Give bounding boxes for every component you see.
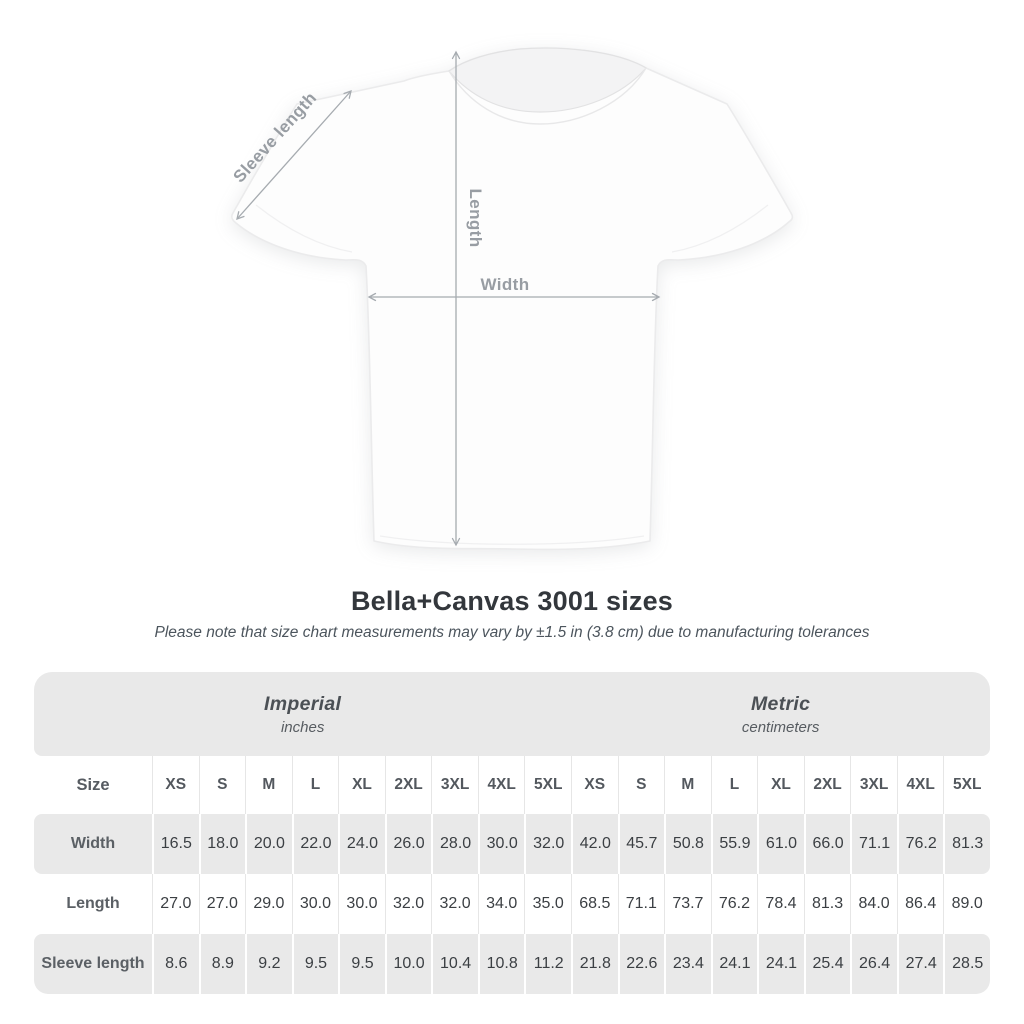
data-cell: 35.0 <box>524 874 571 934</box>
tolerance-note: Please note that size chart measurements may vary by ±1.5 in (3.8 cm) due to manufacturing tolerances <box>154 624 870 641</box>
width-label: Width <box>480 275 530 294</box>
metric-label: Metric <box>751 692 811 715</box>
data-cell: 81.3 <box>804 874 851 934</box>
size-cell: XL <box>757 756 804 814</box>
data-cell: 24.1 <box>711 934 758 994</box>
data-cell: 29.0 <box>245 874 292 934</box>
size-cell: 3XL <box>850 756 897 814</box>
row-label: Width <box>34 814 152 874</box>
data-cell: 26.0 <box>385 814 432 874</box>
row-label: Sleeve length <box>34 934 152 994</box>
size-cell: 4XL <box>897 756 944 814</box>
size-cell: XS <box>571 756 618 814</box>
size-cell: S <box>618 756 665 814</box>
size-cell: L <box>711 756 758 814</box>
size-cell: 5XL <box>524 756 571 814</box>
size-cell: 4XL <box>478 756 525 814</box>
imperial-sublabel: inches <box>280 718 325 736</box>
data-cell: 27.4 <box>897 934 944 994</box>
table-row-width <box>34 814 990 874</box>
size-cell: L <box>292 756 339 814</box>
data-cell: 9.5 <box>292 934 339 994</box>
unit-group-imperial <box>34 672 571 756</box>
data-cell: 30.0 <box>478 814 525 874</box>
data-cell: 18.0 <box>199 814 246 874</box>
data-cell: 42.0 <box>571 814 618 874</box>
data-cell: 26.4 <box>850 934 897 994</box>
data-cell: 28.0 <box>431 814 478 874</box>
data-cell: 84.0 <box>850 874 897 934</box>
data-cell: 30.0 <box>338 874 385 934</box>
data-cell: 8.9 <box>199 934 246 994</box>
data-cell: 55.9 <box>711 814 758 874</box>
data-cell: 71.1 <box>850 814 897 874</box>
data-cell: 81.3 <box>943 814 990 874</box>
length-label: Length <box>466 188 485 248</box>
data-cell: 11.2 <box>524 934 571 994</box>
data-cell: 9.2 <box>245 934 292 994</box>
data-cell: 76.2 <box>711 874 758 934</box>
unit-header-band <box>34 672 990 756</box>
data-cell: 89.0 <box>943 874 990 934</box>
data-cell: 20.0 <box>245 814 292 874</box>
data-cell: 66.0 <box>804 814 851 874</box>
size-header: Size <box>34 756 152 814</box>
data-cell: 28.5 <box>943 934 990 994</box>
data-cell: 27.0 <box>199 874 246 934</box>
data-cell: 24.1 <box>757 934 804 994</box>
data-cell: 23.4 <box>664 934 711 994</box>
data-cell: 68.5 <box>571 874 618 934</box>
data-cell: 50.8 <box>664 814 711 874</box>
data-cell: 71.1 <box>618 874 665 934</box>
tshirt-illustration <box>232 48 793 549</box>
data-cell: 21.8 <box>571 934 618 994</box>
size-cell: M <box>664 756 711 814</box>
data-cell: 22.0 <box>292 814 339 874</box>
data-cell: 24.0 <box>338 814 385 874</box>
data-cell: 34.0 <box>478 874 525 934</box>
table-row-length <box>34 874 990 934</box>
imperial-label: Imperial <box>264 692 342 715</box>
data-cell: 16.5 <box>152 814 199 874</box>
caption-block <box>0 586 1024 642</box>
data-cell: 22.6 <box>618 934 665 994</box>
page-title: Bella+Canvas 3001 sizes <box>350 586 674 616</box>
data-cell: 27.0 <box>152 874 199 934</box>
data-cell: 61.0 <box>757 814 804 874</box>
size-header-row <box>34 756 990 814</box>
size-cell: M <box>245 756 292 814</box>
size-cell: 5XL <box>943 756 990 814</box>
data-cell: 45.7 <box>618 814 665 874</box>
size-cell: 3XL <box>431 756 478 814</box>
tshirt-outline <box>232 48 793 549</box>
data-cell: 32.0 <box>431 874 478 934</box>
data-cell: 25.4 <box>804 934 851 994</box>
data-cell: 32.0 <box>524 814 571 874</box>
size-cell: 2XL <box>804 756 851 814</box>
data-cell: 30.0 <box>292 874 339 934</box>
sleeve-length-label: Sleeve length <box>229 88 321 187</box>
data-cell: 8.6 <box>152 934 199 994</box>
size-cell: S <box>199 756 246 814</box>
data-cell: 76.2 <box>897 814 944 874</box>
table-row-sleeve-length <box>34 934 990 994</box>
data-cell: 10.0 <box>385 934 432 994</box>
data-cell: 73.7 <box>664 874 711 934</box>
unit-group-metric <box>571 672 990 756</box>
size-table <box>34 672 990 994</box>
size-cell: XS <box>152 756 199 814</box>
data-cell: 10.4 <box>431 934 478 994</box>
size-cell: XL <box>338 756 385 814</box>
data-cell: 32.0 <box>385 874 432 934</box>
data-cell: 86.4 <box>897 874 944 934</box>
row-label: Length <box>34 874 152 934</box>
data-cell: 9.5 <box>338 934 385 994</box>
data-cell: 10.8 <box>478 934 525 994</box>
data-cell: 78.4 <box>757 874 804 934</box>
metric-sublabel: centimeters <box>741 718 820 736</box>
size-cell: 2XL <box>385 756 432 814</box>
